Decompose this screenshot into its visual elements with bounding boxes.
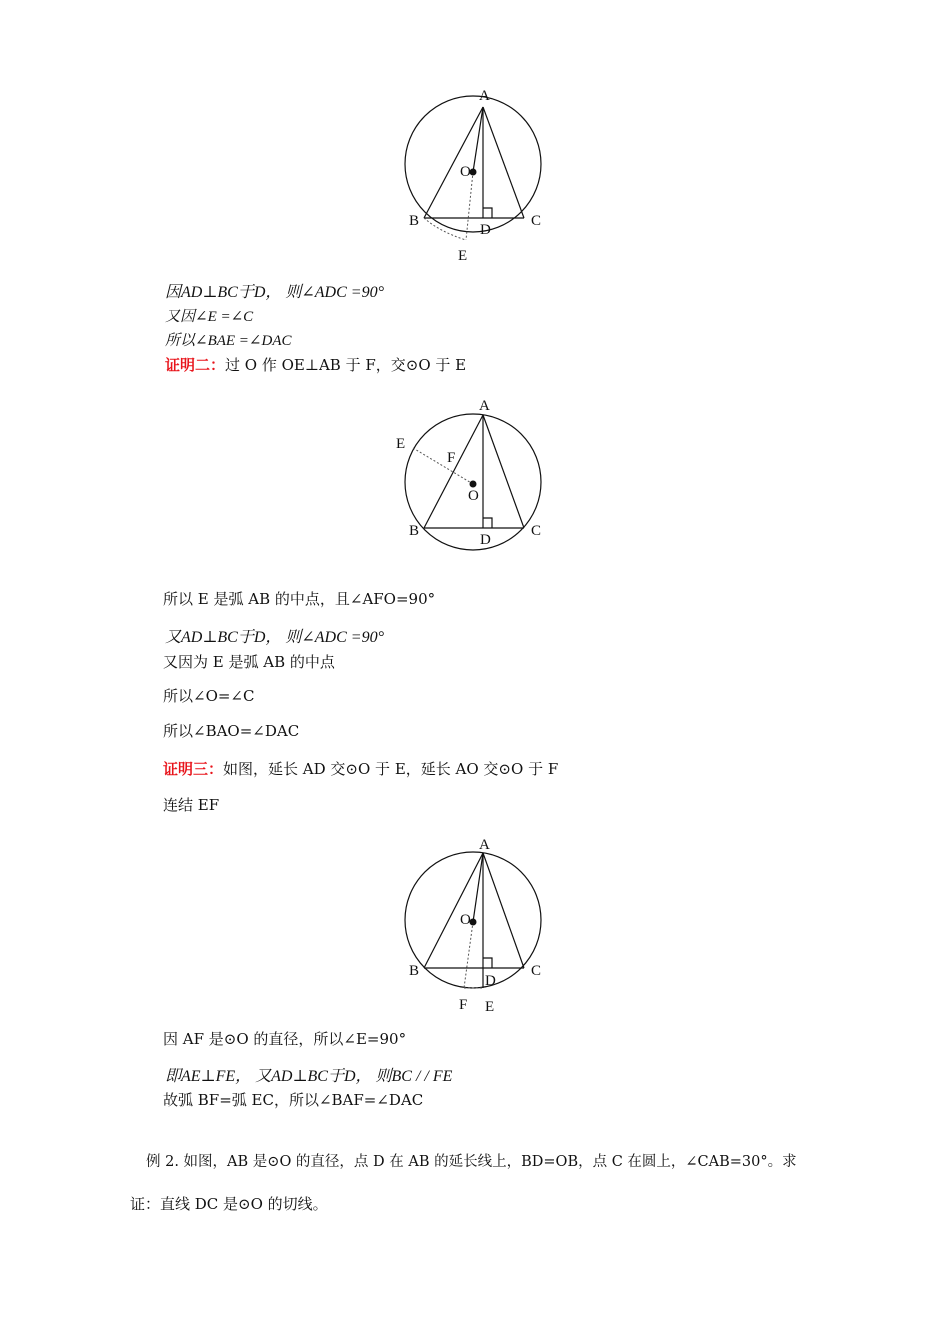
- label-D: D: [480, 532, 491, 548]
- proof1-line3: 所以∠BAE =∠DAC: [165, 333, 292, 349]
- label-E: E: [396, 436, 406, 452]
- label-O: O: [460, 912, 471, 928]
- proof3-line2: 即AE⊥FE， 又AD⊥BC于D， 则BC / / FE: [165, 1068, 453, 1085]
- label-D: D: [485, 973, 496, 989]
- figure-2: [390, 392, 560, 552]
- label-E: E: [458, 248, 468, 264]
- proof1-line2: 又因∠E =∠C: [165, 309, 254, 325]
- proof1-line1: 因AD⊥BC于D， 则∠ADC =90°: [165, 284, 384, 301]
- label-A: A: [479, 837, 490, 853]
- figure-1: [395, 80, 555, 270]
- proof3-line0: 连结 EF: [163, 796, 220, 814]
- proof2-line2: 又AD⊥BC于D， 则∠ADC =90°: [165, 629, 384, 646]
- proof2-line3: 又因为 E 是弧 AB 的中点: [163, 653, 335, 671]
- proof2-heading: 证明二：: [165, 356, 226, 374]
- label-O: O: [460, 164, 471, 180]
- label-B: B: [409, 963, 420, 979]
- label-O: O: [468, 488, 479, 504]
- proof2-line5: 所以∠BAO=∠DAC: [163, 722, 300, 740]
- label-A: A: [479, 398, 490, 414]
- proof3-heading: 证明三：: [163, 760, 224, 778]
- label-B: B: [409, 523, 420, 539]
- label-E: E: [485, 999, 495, 1015]
- proof3-line3: 故弧 BF=弧 EC，所以∠BAF=∠DAC: [163, 1091, 424, 1109]
- label-F: F: [459, 997, 468, 1013]
- example2-line1: 例 2. 如图，AB 是⊙O 的直径，点 D 在 AB 的延长线上，BD=OB，点 C 在圆上，∠CAB=30°。求: [146, 1154, 797, 1170]
- proof2-text: 过 O 作 OE⊥AB 于 F，交⊙O 于 E: [225, 356, 467, 374]
- label-C: C: [531, 963, 542, 979]
- proof3-heading-row: [163, 762, 558, 777]
- figure-3: [395, 830, 555, 1020]
- proof3-text: 如图，延长 AD 交⊙O 于 E，延长 AO 交⊙O 于 F: [223, 760, 559, 778]
- label-F: F: [447, 450, 456, 466]
- example2-line2: 证：直线 DC 是⊙O 的切线。: [130, 1195, 328, 1213]
- label-B: B: [409, 213, 420, 229]
- label-C: C: [531, 523, 542, 539]
- label-C: C: [531, 213, 542, 229]
- proof2-line4: 所以∠O=∠C: [163, 687, 255, 705]
- proof2-heading-row: [165, 358, 466, 373]
- proof2-line1: 所以 E 是弧 AB 的中点，且∠AFO=90°: [163, 590, 436, 608]
- label-D: D: [480, 222, 491, 238]
- proof3-line1: 因 AF 是⊙O 的直径，所以∠E=90°: [163, 1030, 407, 1048]
- label-A: A: [479, 88, 490, 104]
